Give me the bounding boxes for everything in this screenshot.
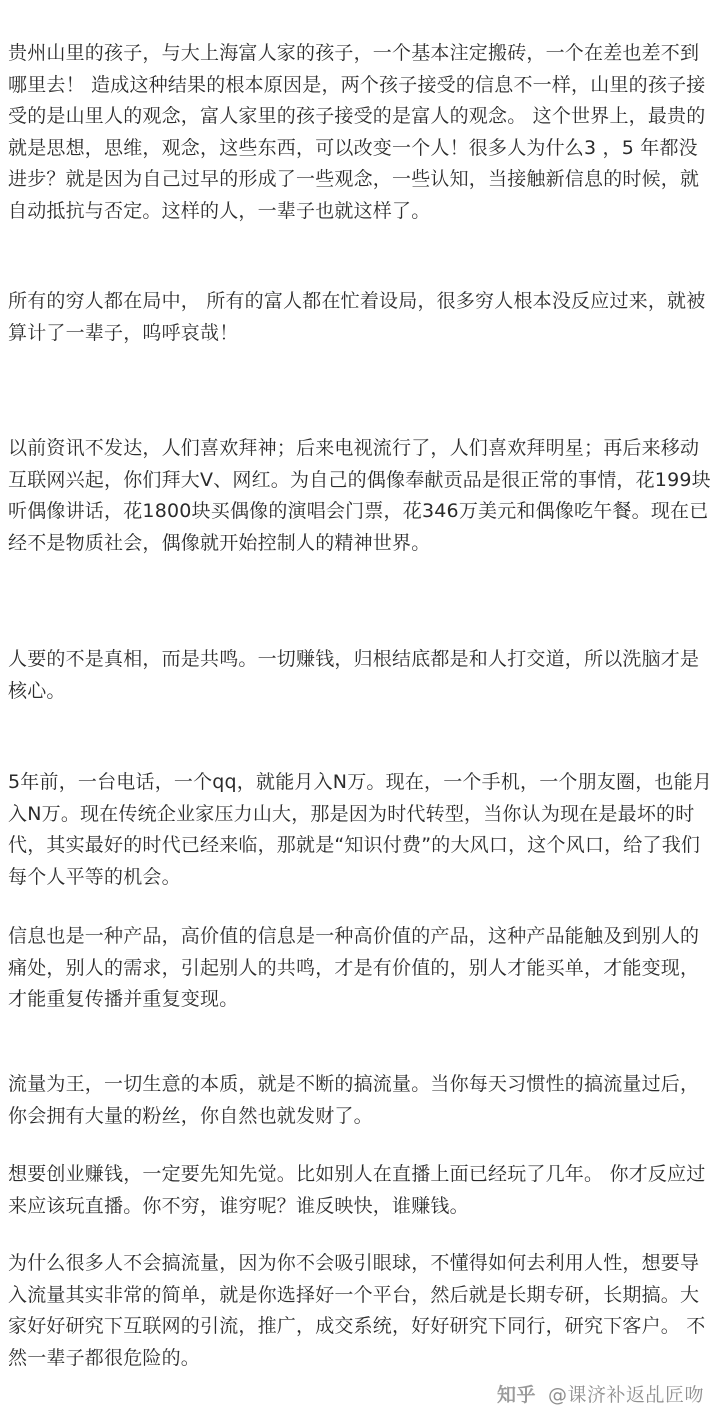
watermark-brand: 知乎	[496, 1384, 536, 1406]
zhihu-watermark	[497, 1380, 704, 1407]
article-paragraph-3: 以前资讯不发达，人们喜欢拜神；后来电视流行了，人们喜欢拜明星；再后来移动互联网兴起，你们拜大V、网红。为自己的偶像奉献贡品是很正常的事情，花199块听偶像讲话，花1800块买偶像的演唱会门票，花346万美元和偶像吃午餐。现在已经不是物质社会，偶像就开始控制人的精神世界。	[8, 437, 711, 554]
article-paragraph-9: 为什么很多人不会搞流量，因为你不会吸引眼球，不懂得如何去利用人性，想要导入流量其实非常的简单，就是你选择好一个平台，然后就是长期专研，长期搞。大家好好研究下互联网的引流，推广，成交系统，好好研究下同行，研究下客户。 不然一辈子都很危险的。	[8, 1252, 706, 1369]
watermark-author: @课济补返乩匠吻	[547, 1384, 704, 1406]
article-paragraph-2: 所有的穷人都在局中， 所有的富人都在忙着设局，很多穷人根本没反应过来，就被算计了一辈子，呜呼哀哉！	[8, 290, 706, 344]
article-paragraph-1: 贵州山里的孩子，与大上海富人家的孩子，一个基本注定搬砖，一个在差也差不到哪里去！ 造成这种结果的根本原因是，两个孩子接受的信息不一样，山里的孩子接受的是山里人的观念，富人家里的孩子接受的是富人的观念。 这个世界上，最贵的就是思想，思维，观念，这些东西，可以改变一个人！很多人为什么3 ，5 年都没进步？就是因为自己过早的形成了一些观念，一些认知，当接触新信息的时候，就自动抵抗与否定。这样的人，一辈子也就这样了。	[8, 42, 706, 222]
article-paragraph-4: 人要的不是真相，而是共鸣。一切赚钱，归根结底都是和人打交道，所以洗脑才是核心。	[8, 648, 700, 702]
article-paragraph-8: 想要创业赚钱，一定要先知先觉。比如别人在直播上面已经玩了几年。 你才反应过 来应该玩直播。你不穷，谁穷呢？谁反映快，谁赚钱。	[8, 1163, 706, 1217]
article-paragraph-5: 5年前，一台电话，一个qq，就能月入N万。现在，一个手机，一个朋友圈，也能月入N万。现在传统企业家压力山大，那是因为时代转型，当你认为现在是最坏的时代，其实最好的时代已经来临，那就是“知识付费”的大风口，这个风口，给了我们每个人平等的机会。	[8, 771, 713, 888]
article-paragraph-7: 流量为王，一切生意的本质，就是不断的搞流量。当你每天习惯性的搞流量过后，你会拥有大量的粉丝，你自然也就发财了。	[8, 1073, 700, 1127]
article-paragraph-6: 信息也是一种产品，高价值的信息是一种高价值的产品，这种产品能触及到别人的痛处，别人的需求，引起别人的共鸣，才是有价值的，别人才能买单，才能变现，才能重复传播并重复变现。	[8, 925, 700, 1010]
